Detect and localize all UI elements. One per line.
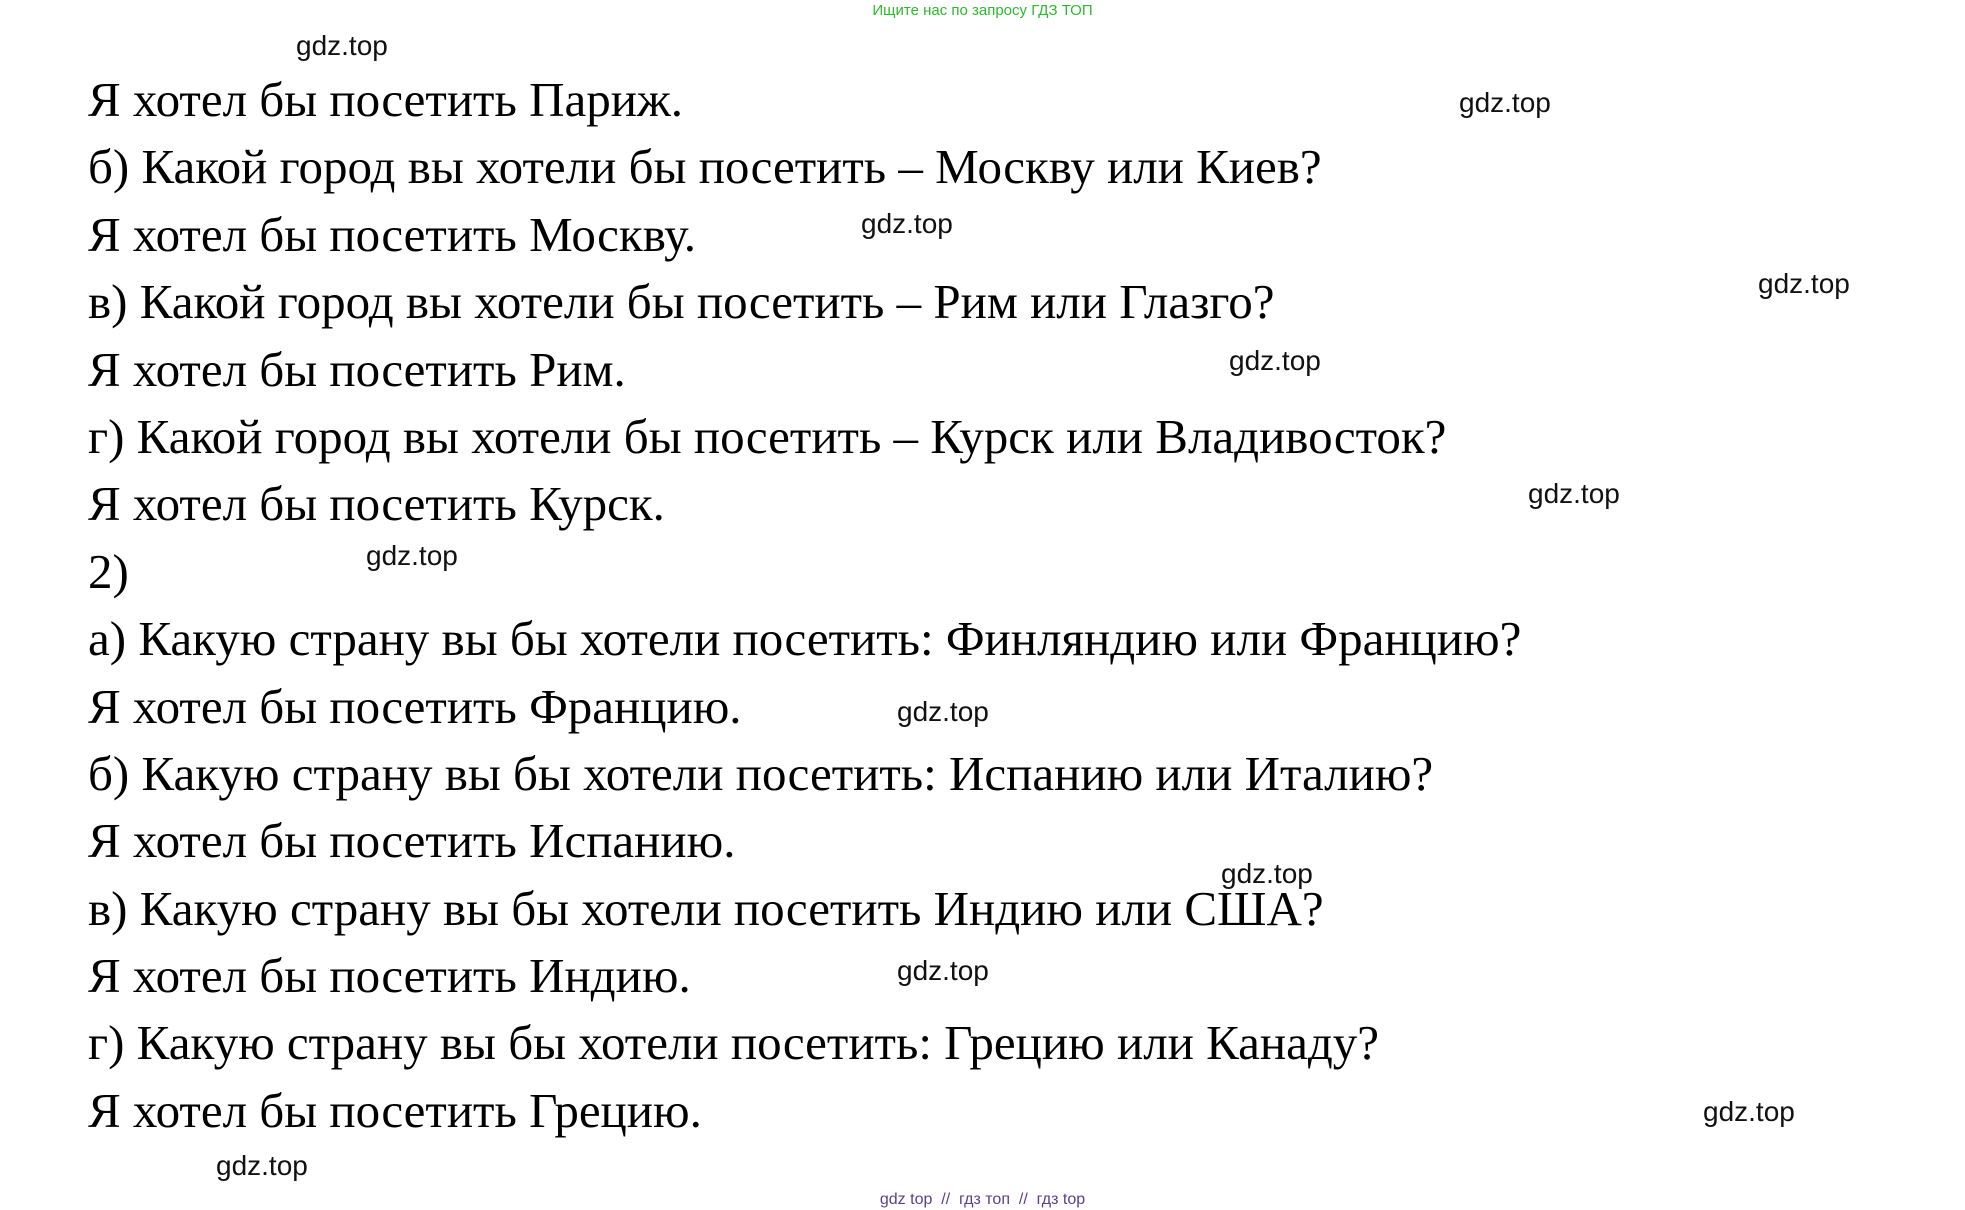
text-line: б) Какой город вы хотели бы посетить – Москву или Киев? [88,139,1322,195]
text-line: в) Какую страну вы бы хотели посетить Индию или США? [88,880,1324,936]
section-number: 2) [88,543,129,599]
watermark: gdz.top [1221,858,1313,889]
watermark: gdz.top [861,208,953,239]
text-line: Я хотел бы посетить Испанию. [88,813,736,869]
text-line: Я хотел бы посетить Францию. [88,678,742,734]
watermark: gdz.top [1703,1096,1795,1127]
top-banner: Ищите нас по запросу ГДЗ ТОП [872,2,1093,19]
watermark: gdz.top [1229,345,1321,376]
text-line: в) Какой город вы хотели бы посетить – Рим или Глазго? [88,274,1275,330]
text-line: Я хотел бы посетить Индию. [88,948,691,1004]
text-line: Я хотел бы посетить Курск. [88,476,665,532]
watermark: gdz.top [1528,478,1620,509]
text-line: г) Какую страну вы бы хотели посетить: Грецию или Канаду? [88,1015,1380,1071]
text-line: Я хотел бы посетить Грецию. [88,1082,702,1138]
watermark: gdz.top [366,540,458,571]
text-line: Я хотел бы посетить Париж. [88,72,684,127]
answer-text-block [88,66,1918,1144]
watermark: gdz.top [296,30,388,61]
footer-caption: gdz top // гдз топ // гдз top [879,1191,1086,1208]
watermark: gdz.top [1459,87,1551,118]
text-line: Я хотел бы посетить Москву. [88,206,697,262]
watermark: gdz.top [897,696,989,727]
watermark: gdz.top [897,955,989,986]
text-line: б) Какую страну вы бы хотели посетить: Испанию или Италию? [88,745,1434,801]
text-line: а) Какую страну вы бы хотели посетить: Финляндию или Францию? [88,611,1522,667]
text-line: г) Какой город вы хотели бы посетить – Курск или Владивосток? [88,408,1447,464]
watermark: gdz.top [216,1150,308,1181]
text-line: Я хотел бы посетить Рим. [88,341,626,397]
watermark: gdz.top [1758,268,1850,299]
